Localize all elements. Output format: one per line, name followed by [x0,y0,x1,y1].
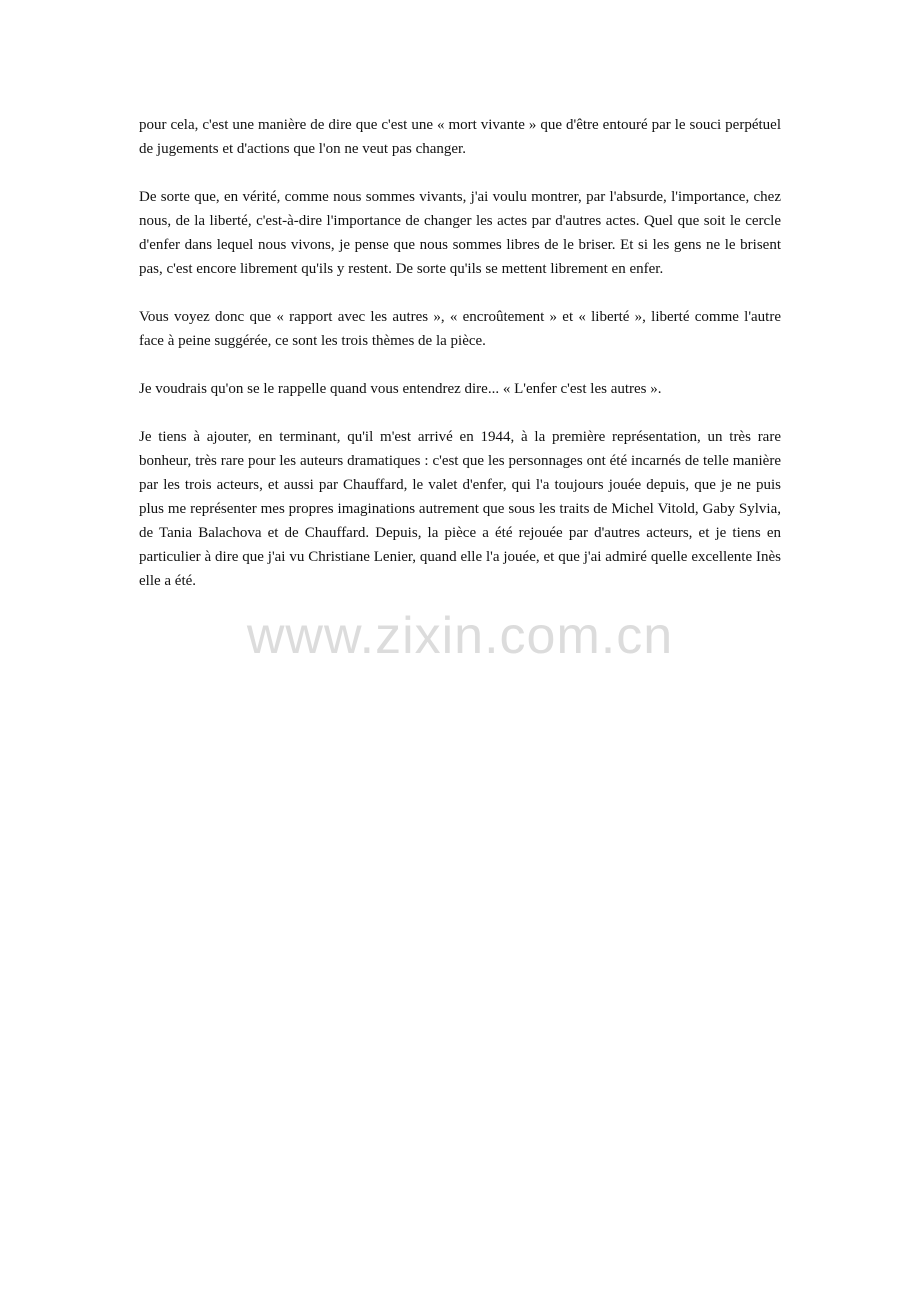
paragraph-3: Vous voyez donc que « rapport avec les autres », « encroûtement » et « liberté », liberté comme l'autre face à peine suggérée, ce sont les trois thèmes de la pièce. [139,309,781,349]
watermark: www.zixin.com.cn [246,607,674,665]
paragraph-5: Je tiens à ajouter, en terminant, qu'il m'est arrivé en 1944, à la première représentation, un très rare bonheur, très rare pour les auteurs dramatiques : c'est que les personnages ont été incarnés de telle manière par les trois acteurs, et aussi par Chauffard, le valet d'enfer, qui l'a toujours jouée depuis, que je ne puis plus me représenter mes propres imaginations autrement que sous les traits de Michel Vitold, Gaby Sylvia, de Tania Balachova et de Chauffard. Depuis, la pièce a été rejouée par d'autres acteurs, et je tiens en particulier à dire que j'ai vu Christiane Lenier, quand elle l'a jouée, et que j'ai admiré quelle excellente Inès elle a été. [139,429,781,589]
paragraph-1: pour cela, c'est une manière de dire que c'est une « mort vivante » que d'être entouré par le souci perpétuel de jugements et d'actions que l'on ne veut pas changer. [139,117,781,157]
paragraph-2: De sorte que, en vérité, comme nous sommes vivants, j'ai voulu montrer, par l'absurde, l'importance, chez nous, de la liberté, c'est-à-dire l'importance de changer les actes par d'autres actes. Quel que soit le cercle d'enfer dans lequel nous vivons, je pense que nous sommes libres de le briser. Et si les gens ne le brisent pas, c'est encore librement qu'ils y restent. De sorte qu'ils se mettent librement en enfer. [139,189,781,277]
paragraph-4: Je voudrais qu'on se le rappelle quand vous entendrez dire... « L'enfer c'est les autres ». [139,381,662,397]
document-body [139,113,781,593]
